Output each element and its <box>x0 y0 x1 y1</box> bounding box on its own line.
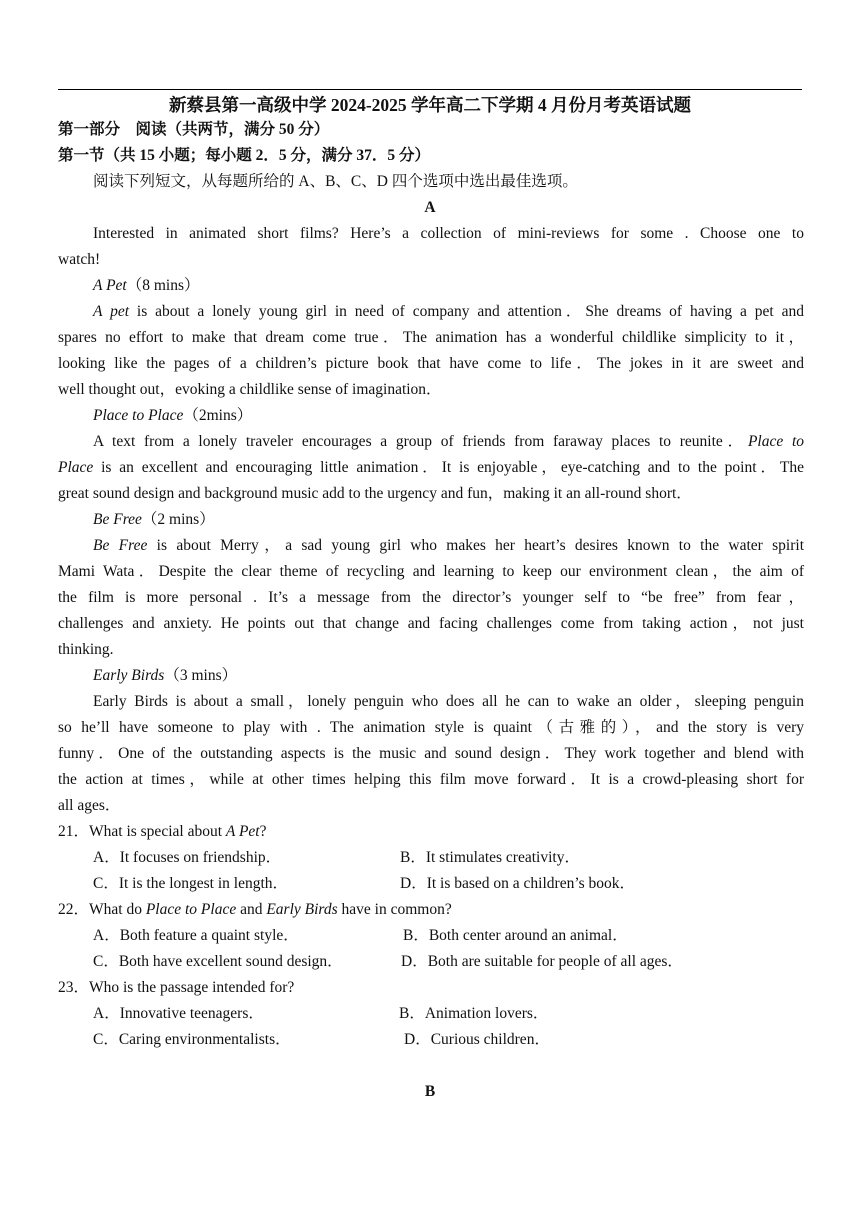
film-title: Early Birds <box>266 901 338 918</box>
part-heading: 第一部分 阅读（共两节，满分 50 分） <box>58 121 330 138</box>
film-heading <box>58 405 839 427</box>
text-span: 22．What do <box>58 901 146 918</box>
film-title: Be Free <box>93 537 148 554</box>
text-span: is an excellent and encouraging little animation．It is enjoyable，eye-catching and to the point．The <box>93 459 804 476</box>
paragraph-line: looking like the pages of a children’s picture book that have come to life．The jokes in it are sweet and <box>58 355 804 372</box>
paragraph-line: thinking. <box>58 641 114 658</box>
question-stem <box>58 821 804 843</box>
film-length: （2 mins） <box>141 511 215 528</box>
paragraph-line: the action at times，while at other times helping this film move forward．It is a crowd-pleasing short for <box>58 771 804 788</box>
film-title: Place to Place <box>93 407 184 424</box>
film-title: Be Free <box>93 511 142 528</box>
film-heading <box>58 665 839 687</box>
film-title: Place <box>58 459 94 476</box>
film-length: （2mins） <box>183 407 253 424</box>
header-rule <box>58 89 802 90</box>
paragraph-line: funny．One of the outstanding aspects is the music and sound design．They work together and blend with <box>58 745 804 762</box>
page-title: 新蔡县第一高级中学 2024-2025 学年高二下学期 4 月份月考英语试题 <box>168 95 692 115</box>
film-length: （3 mins） <box>164 667 238 684</box>
passage-b-label: B <box>424 1083 436 1100</box>
question-stem: 23．Who is the passage intended for? <box>58 979 295 996</box>
paragraph-line: challenges and anxiety. He points out that change and facing challenges come from taking action，not just <box>58 615 804 632</box>
film-heading <box>58 275 839 297</box>
answer-option[interactable]: A．Innovative teenagers． <box>93 1005 264 1022</box>
answer-option[interactable]: B．It stimulates creativity． <box>400 849 580 866</box>
text-span: A text from a lonely traveler encourages a group of friends from faraway places to reunite． <box>93 433 748 450</box>
paragraph-line <box>58 535 804 557</box>
answer-option[interactable]: B．Both center around an animal． <box>403 927 628 944</box>
question-stem <box>58 899 804 921</box>
film-title: Place to Place <box>145 901 237 918</box>
text-span: is about Merry，a sad young girl who makes her heart’s desires known to the water spirit <box>147 537 804 554</box>
intro-line: Interested in animated short films? Here’s a collection of mini-reviews for some . Choose one to <box>93 225 804 242</box>
film-title: A Pet <box>225 823 260 840</box>
answer-option[interactable]: D．Both are suitable for people of all ages． <box>401 953 683 970</box>
answer-option[interactable]: D．It is based on a children’s book． <box>400 875 636 892</box>
paragraph-line: well thought out，evoking a childlike sense of imagination． <box>58 381 442 398</box>
answer-option[interactable]: C．Both have excellent sound design． <box>93 953 343 970</box>
answer-option[interactable]: A．It focuses on friendship． <box>93 849 282 866</box>
film-title: Place to <box>747 433 804 450</box>
paragraph-line: so he’ll have someone to play with . The animation style is quaint（古雅的），and the story is very <box>58 719 804 736</box>
film-title: A Pet <box>93 277 127 294</box>
film-title: A pet <box>93 303 130 320</box>
paragraph-line: spares no effort to make that dream come true．The animation has a wonderful childlike simplicity to it， <box>58 329 804 346</box>
paragraph-line <box>58 431 804 453</box>
passage-a-label: A <box>424 199 436 216</box>
paragraph-line: Mami Wata．Despite the clear theme of recycling and learning to keep our environment clean，the aim of <box>58 563 804 580</box>
text-span: ? <box>259 823 267 840</box>
instruction-text: 阅读下列短文，从每题所给的 A、B、C、D 四个选项中选出最佳选项。 <box>93 173 578 190</box>
paragraph-line: great sound design and background music add to the urgency and fun，making it an all-round short． <box>58 485 692 502</box>
text-span: is about a lonely young girl in need of company and attention．She dreams of having a pet and <box>129 303 805 320</box>
section-heading: 第一节（共 15 小题；每小题 2．5 分，满分 37．5 分） <box>58 147 431 164</box>
text-span: have in common? <box>337 901 452 918</box>
text-span: 21．What is special about <box>58 823 226 840</box>
paragraph-line: all ages． <box>58 797 121 814</box>
answer-option[interactable]: C．It is the longest in length． <box>93 875 289 892</box>
answer-option[interactable]: C．Caring environmentalists． <box>93 1031 291 1048</box>
intro-line: watch! <box>58 251 101 268</box>
answer-option[interactable]: D．Curious children． <box>404 1031 550 1048</box>
text-span: and <box>236 901 267 918</box>
paragraph-line: the film is more personal . It’s a message from the director’s younger self to “be free” from fear， <box>58 589 804 606</box>
answer-option[interactable]: A．Both feature a quaint style． <box>93 927 299 944</box>
film-length: （8 mins） <box>126 277 200 294</box>
answer-option[interactable]: B．Animation lovers． <box>399 1005 549 1022</box>
film-heading <box>58 509 839 531</box>
paragraph-line: Early Birds is about a small，lonely penguin who does all he can to wake an older，sleeping penguin <box>93 693 804 710</box>
paragraph-line <box>58 301 804 323</box>
film-title: Early Birds <box>93 667 165 684</box>
paragraph-line <box>58 457 804 479</box>
